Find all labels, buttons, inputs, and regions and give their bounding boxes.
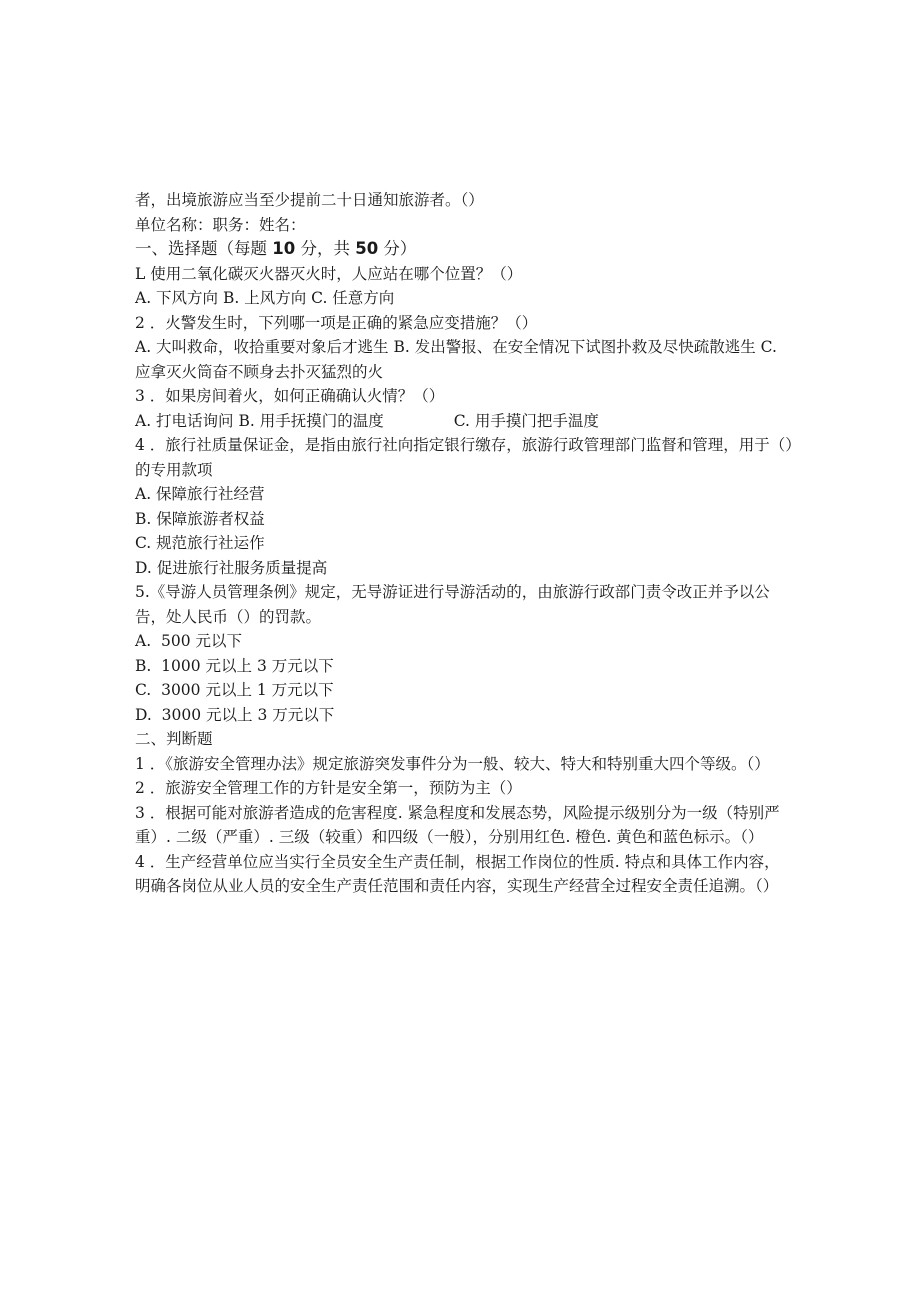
question-5-option: A. 500 元以下 <box>135 632 242 650</box>
section-1-points-each: 10 <box>272 239 296 258</box>
true-false-question: 1 ．《旅游安全管理办法》规定旅游突发事件分为一般、较大、特大和特别重大四个等级。（） <box>135 754 770 773</box>
section-1-suffix: 分） <box>378 239 417 258</box>
question-2-stem: 2 ．火警发生时，下列哪一项是正确的紧急应变措施？（） <box>135 313 538 332</box>
question-1-stem: L 使用二氧化碳灭火器灭火时，人应站在哪个位置？（） <box>135 264 523 283</box>
question-4-option: A. 保障旅行社经营 <box>135 485 265 503</box>
section-1-middle: 分，共 <box>295 239 356 258</box>
question-1-options: A. 下风方向 B. 上风方向 C. 任意方向 <box>135 289 395 307</box>
question-4-option: C. 规范旅行社运作 <box>135 534 265 552</box>
question-4-stem: 4 ．旅行社质量保证金，是指由旅行社向指定银行缴存，旅游行政管理部门监督和管理，用于（）的专用款项 <box>135 436 794 479</box>
question-4-option: B. 保障旅游者权益 <box>135 509 265 528</box>
true-false-question: 3 ．根据可能对旅游者造成的危害程度. 紧急程度和发展态势，风险提示级别分为一级（特别严重）. 二级（严重）. 三级（较重）和四级（一般），分别用红色. 橙色. 黄色和蓝色标示。（） <box>135 803 780 846</box>
question-2-options: A. 大叫救命，收拾重要对象后才逃生 B. 发出警报、在安全情况下试图扑救及尽快疏散逃生 C. 应拿灭火筒奋不顾身去扑灭猛烈的火 <box>135 338 782 381</box>
question-5-option: D. 3000 元以上 3 万元以下 <box>135 705 335 724</box>
exam-document <box>135 188 795 899</box>
header-fields: 单位名称：职务：姓名： <box>135 215 306 234</box>
section-2-heading: 二、判断题 <box>135 730 213 748</box>
true-false-question: 2 ．旅游安全管理工作的方针是安全第一，预防为主（） <box>135 779 522 797</box>
question-3-option-c: C. 用手摸门把手温度 <box>453 411 599 430</box>
true-false-question: 4 ．生产经营单位应当实行全员安全生产责任制，根据工作岗位的性质. 特点和具体工作内容，明确各岗位从业人员的安全生产责任范围和责任内容，实现生产经营全过程安全责任追溯。（） <box>135 852 780 895</box>
intro-line: 者，出境旅游应当至少提前二十日通知旅游者。（） <box>135 191 484 209</box>
question-5-stem: 5.《导游人员管理条例》规定，无导游证进行导游活动的，由旅游行政部门责令改正并予以公告，处人民币（）的罚款。 <box>135 583 770 626</box>
question-3-options <box>135 409 795 434</box>
question-5-option: C. 3000 元以上 1 万元以下 <box>135 681 334 699</box>
question-3-option-ab: A. 打电话询问 B. 用手抚摸门的温度 <box>135 411 384 430</box>
question-5-option: B. 1000 元以上 3 万元以下 <box>135 656 334 675</box>
section-1-prefix: 一、选择题（每题 <box>135 239 273 258</box>
question-3-stem: 3 ．如果房间着火，如何正确确认火情？（） <box>135 387 445 405</box>
section-1-heading <box>135 237 795 262</box>
question-4-option: D. 促进旅行社服务质量提高 <box>135 558 328 577</box>
section-1-points-total: 50 <box>355 239 379 258</box>
